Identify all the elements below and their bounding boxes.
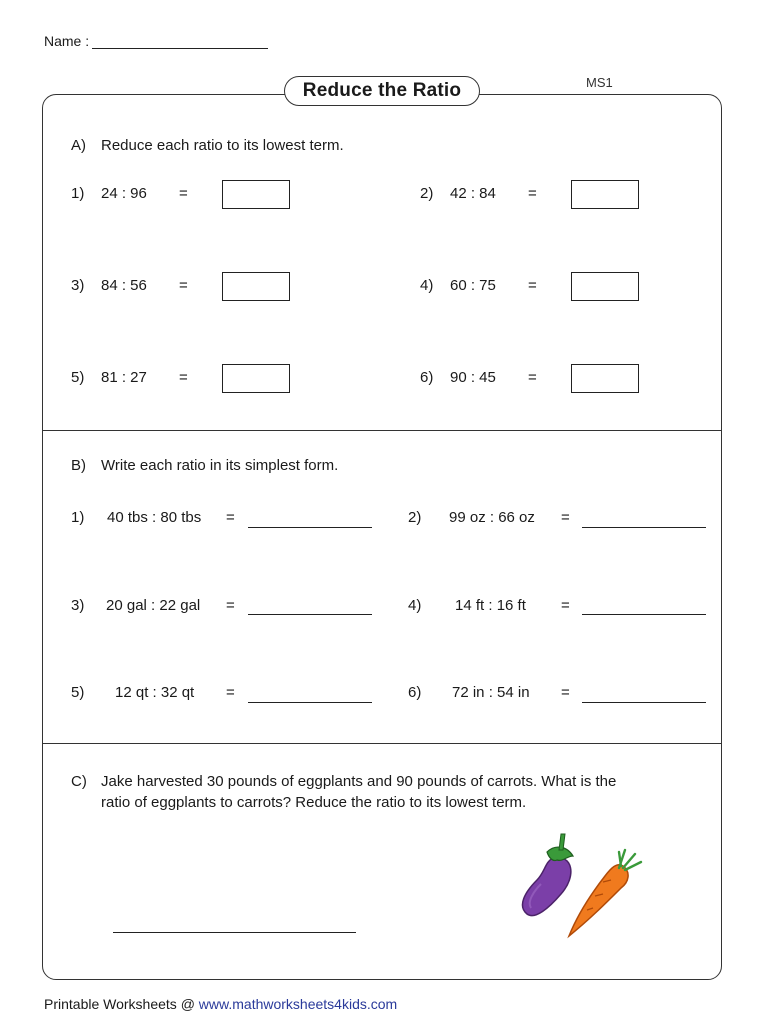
section-b-letter: B) xyxy=(71,457,86,474)
problem-ratio: 20 gal : 22 gal xyxy=(106,597,201,614)
problem-number: 6) xyxy=(420,369,434,386)
section-a-instruction: Reduce each ratio to its lowest term. xyxy=(101,137,344,154)
section-divider-ab xyxy=(42,430,722,431)
problem-number: 3) xyxy=(71,597,85,614)
problem-number: 1) xyxy=(71,509,85,526)
problem-number: 5) xyxy=(71,684,85,701)
answer-line[interactable] xyxy=(248,614,372,615)
equals-sign: = xyxy=(226,684,235,701)
answer-box[interactable] xyxy=(571,180,639,209)
problem-ratio: 42 : 84 xyxy=(450,185,496,202)
equals-sign: = xyxy=(528,369,537,386)
answer-box[interactable] xyxy=(571,272,639,301)
problem-ratio: 81 : 27 xyxy=(101,369,147,386)
problem-number: 5) xyxy=(71,369,85,386)
section-c-letter: C) xyxy=(71,773,87,790)
carrot-icon xyxy=(569,865,628,936)
problem-number: 3) xyxy=(71,277,85,294)
problem-ratio: 14 ft : 16 ft xyxy=(455,597,526,614)
section-divider-bc xyxy=(42,743,722,744)
section-b-instruction: Write each ratio in its simplest form. xyxy=(101,457,339,474)
equals-sign: = xyxy=(528,277,537,294)
page-title: Reduce the Ratio xyxy=(302,80,462,101)
answer-line[interactable] xyxy=(248,527,372,528)
name-field[interactable] xyxy=(92,48,268,49)
problem-ratio: 99 oz : 66 oz xyxy=(449,509,535,526)
problem-number: 2) xyxy=(408,509,422,526)
eggplant-carrot-icon xyxy=(515,828,645,940)
problem-ratio: 24 : 96 xyxy=(101,185,147,202)
section-a-letter: A) xyxy=(71,137,86,154)
answer-line[interactable] xyxy=(582,527,706,528)
problem-ratio: 84 : 56 xyxy=(101,277,147,294)
footer-prefix: Printable Worksheets @ xyxy=(44,996,199,1012)
problem-ratio: 90 : 45 xyxy=(450,369,496,386)
problem-ratio: 40 tbs : 80 tbs xyxy=(107,509,202,526)
answer-line[interactable] xyxy=(248,702,372,703)
equals-sign: = xyxy=(528,185,537,202)
problem-number: 4) xyxy=(408,597,422,614)
footer-link[interactable]: www.mathworksheets4kids.com xyxy=(198,996,398,1012)
problem-number: 1) xyxy=(71,185,85,202)
problem-number: 2) xyxy=(420,185,434,202)
section-c-question-line1: Jake harvested 30 pounds of eggplants and 90 pounds of carrots. What is the xyxy=(101,773,617,790)
answer-box[interactable] xyxy=(571,364,639,393)
problem-number: 6) xyxy=(408,684,422,701)
equals-sign: = xyxy=(226,597,235,614)
equals-sign: = xyxy=(561,597,570,614)
answer-line[interactable] xyxy=(582,702,706,703)
answer-line-c[interactable] xyxy=(113,932,356,933)
problem-number: 4) xyxy=(420,277,434,294)
answer-box[interactable] xyxy=(222,180,290,209)
answer-box[interactable] xyxy=(222,364,290,393)
equals-sign: = xyxy=(179,369,188,386)
equals-sign: = xyxy=(226,509,235,526)
equals-sign: = xyxy=(561,684,570,701)
section-c-question-line2: ratio of eggplants to carrots? Reduce the ratio to its lowest term. xyxy=(101,794,527,811)
problem-ratio: 12 qt : 32 qt xyxy=(115,684,195,701)
answer-box[interactable] xyxy=(222,272,290,301)
footer xyxy=(44,996,397,1012)
title-badge xyxy=(284,76,480,106)
problem-ratio: 72 in : 54 in xyxy=(452,684,530,701)
problem-ratio: 60 : 75 xyxy=(450,277,496,294)
worksheet-code: MS1 xyxy=(586,75,613,90)
answer-line[interactable] xyxy=(582,614,706,615)
name-label: Name : xyxy=(44,33,90,49)
equals-sign: = xyxy=(561,509,570,526)
equals-sign: = xyxy=(179,185,188,202)
equals-sign: = xyxy=(179,277,188,294)
